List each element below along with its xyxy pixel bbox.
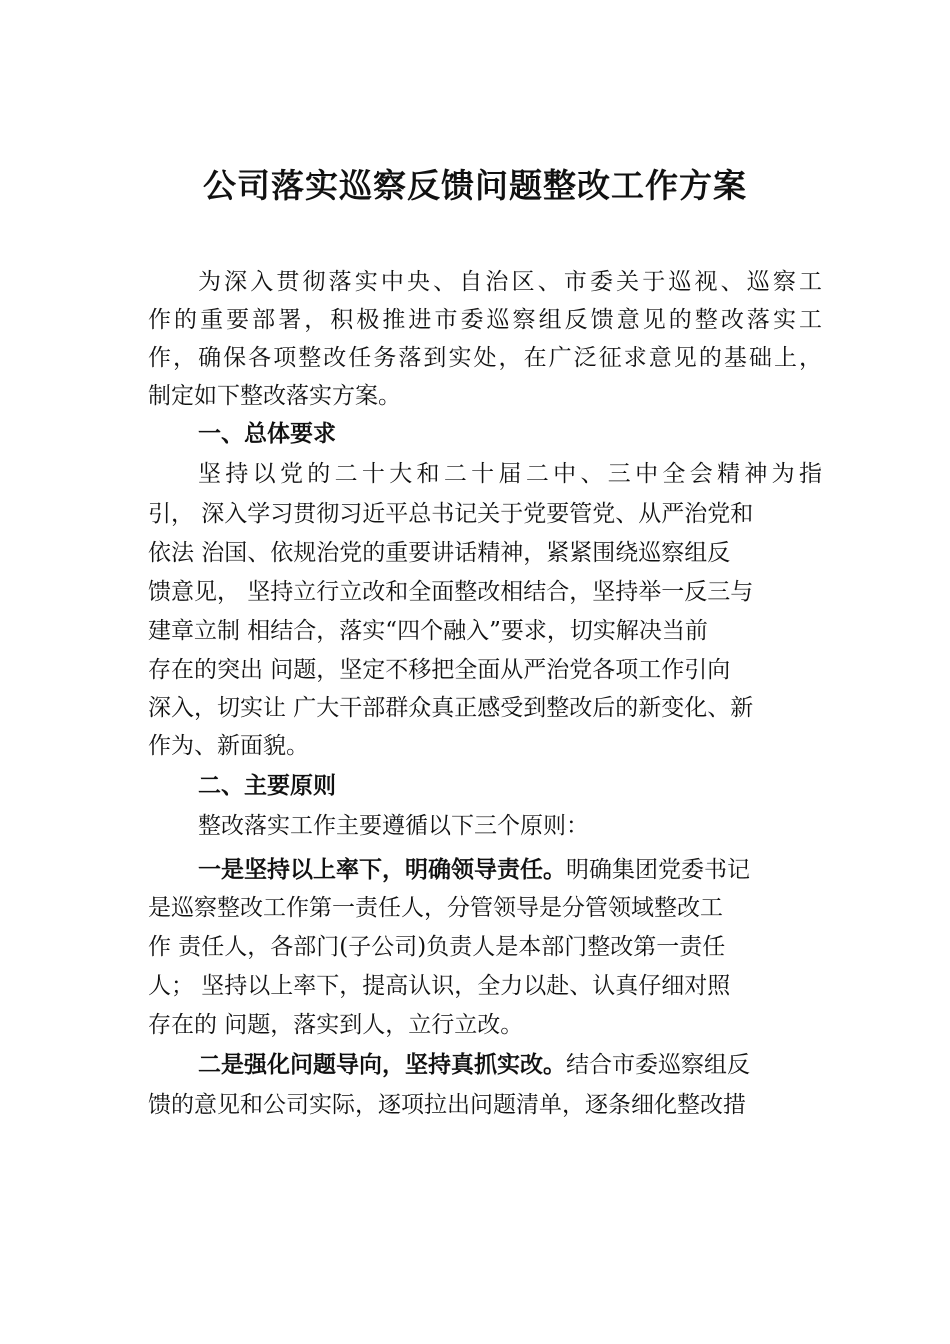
paragraph-line: 馈意见， 坚持立行立改和全面整改相结合，坚持举一反三与 [148,579,754,605]
section-heading: 二、主要原则 [198,773,336,799]
principle-title: 二是强化问题导向，坚持真抓实改。 [198,1051,566,1078]
principle-text: 明确集团党委书记 [566,857,750,883]
page-title: 公司落实巡察反馈问题整改工作方案 [203,166,747,205]
paragraph-line: 为深入贯彻落实中央、自治区、市委关于巡视、巡察工 [198,269,822,295]
paragraph-line: 制定如下整改落实方案。 [148,383,401,409]
paragraph-line: 深入，切实让 广大干部群众真正感受到整改后的新变化、新 [148,695,754,721]
paragraph-line: 存在的 问题，落实到人，立行立改。 [148,1012,524,1038]
principle-title: 一是坚持以上率下，明确领导责任。 [198,856,566,883]
paragraph-line: 作，确保各项整改任务落到实处，在广泛征求意见的基础上， [148,345,822,371]
principle-text: 结合市委巡察组反 [566,1052,750,1078]
principle-line [198,851,750,889]
paragraph-line: 建章立制 相结合，落实“四个融入”要求，切实解决当前 [148,618,708,644]
paragraph-line: 整改落实工作主要遵循以下三个原则： [198,813,589,839]
paragraph-line: 人； 坚持以上率下，提高认识，全力以赴、认真仔细对照 [148,973,731,999]
paragraph-line: 作的重要部署，积极推进市委巡察组反馈意见的整改落实工 [148,307,822,333]
paragraph-line: 坚持以党的二十大和二十届二中、三中全会精神为指 [198,461,822,487]
paragraph-line: 是巡察整改工作第一责任人，分管领导是分管领域整改工 [148,895,723,921]
paragraph-line: 馈的意见和公司实际，逐项拉出问题清单，逐条细化整改措 [148,1092,746,1118]
paragraph-line: 存在的突出 问题，坚定不移把全面从严治党各项工作引向 [148,657,731,683]
paragraph-line: 依法 治国、依规治党的重要讲话精神，紧紧围绕巡察组反 [148,540,731,566]
principle-line [198,1046,750,1084]
section-heading: 一、总体要求 [198,421,336,447]
paragraph-line: 作 责任人，各部门(子公司)负责人是本部门整改第一责任 [148,934,726,960]
paragraph-line: 作为、新面貌。 [148,733,309,759]
paragraph-line: 引， 深入学习贯彻习近平总书记关于党要管党、从严治党和 [148,501,754,527]
